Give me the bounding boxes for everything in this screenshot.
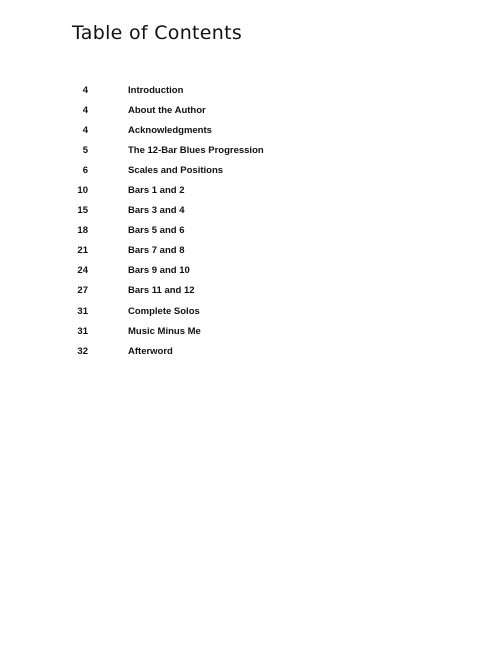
- toc-page-number: 10: [77, 185, 88, 197]
- toc-entry-label: About the Author: [128, 104, 206, 116]
- toc-entry-label: Introduction: [128, 84, 184, 96]
- toc-page-number: 4: [82, 124, 88, 136]
- toc-page-number: 21: [77, 245, 88, 257]
- toc-entry-label: Bars 9 and 10: [128, 265, 190, 277]
- toc-entry: [72, 301, 200, 321]
- toc-page-number: 15: [77, 205, 88, 217]
- toc-entry-label: Bars 3 and 4: [128, 205, 185, 217]
- toc-entry-label: Scales and Positions: [128, 164, 224, 176]
- toc-entry: [72, 180, 185, 200]
- toc-page-number: 27: [77, 285, 88, 297]
- page-title: Table of Contents: [72, 22, 243, 44]
- toc-page-number: 4: [82, 84, 88, 96]
- toc-entry: [72, 281, 195, 301]
- toc-page-number: 6: [82, 164, 88, 176]
- toc-page-number: 4: [82, 104, 88, 116]
- toc-entry: [72, 221, 185, 241]
- toc-entry: [72, 321, 201, 341]
- toc-entry-label: Afterword: [128, 345, 173, 357]
- toc-entry: [72, 261, 190, 281]
- toc-entry: [72, 201, 185, 221]
- toc-entry-label: Bars 7 and 8: [128, 245, 185, 257]
- toc-page-number: 31: [77, 325, 88, 337]
- toc-entry: [72, 120, 212, 140]
- toc-entry: [72, 341, 173, 361]
- toc-entry-label: The 12-Bar Blues Progression: [128, 144, 264, 156]
- toc-entry: [72, 140, 264, 160]
- toc-entry-label: Music Minus Me: [128, 325, 201, 337]
- toc-entry: [72, 160, 224, 180]
- toc-entry: [72, 241, 185, 261]
- toc-page-number: 24: [77, 265, 88, 277]
- toc-entry-label: Bars 11 and 12: [128, 285, 195, 297]
- toc-list: [72, 80, 264, 361]
- toc-page-number: 31: [77, 305, 88, 317]
- toc-page-number: 18: [77, 225, 88, 237]
- toc-entry-label: Complete Solos: [128, 305, 200, 317]
- toc-entry: [72, 80, 184, 100]
- toc-page-number: 32: [77, 345, 88, 357]
- toc-entry: [72, 100, 206, 120]
- toc-entry-label: Bars 5 and 6: [128, 225, 185, 237]
- toc-entry-label: Bars 1 and 2: [128, 185, 185, 197]
- toc-entry-label: Acknowledgments: [128, 124, 212, 136]
- toc-page-number: 5: [82, 144, 88, 156]
